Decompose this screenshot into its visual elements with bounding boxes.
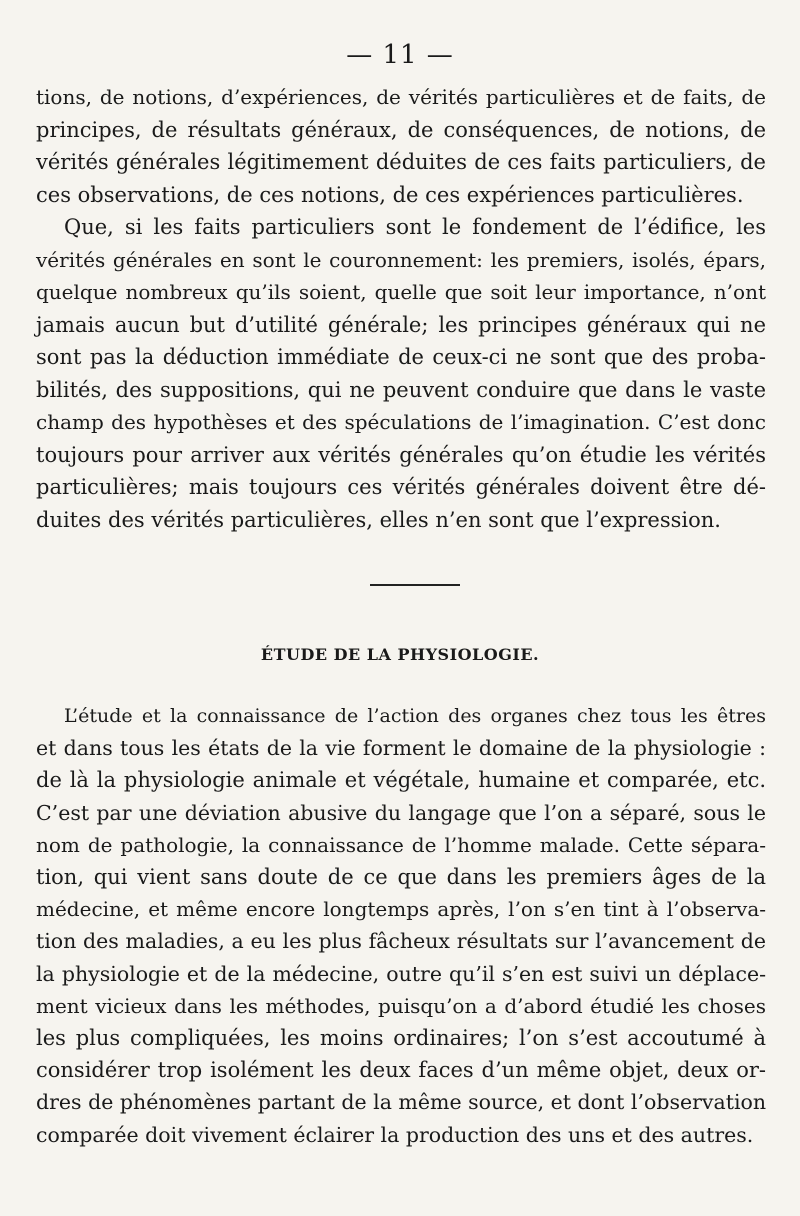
paragraph-continued [36,81,766,211]
text-line: duites des vérités particulières, elles n’en sont que l’expression. [36,507,721,532]
text-line: dres de phénomènes partant de la même source, et dont l’observation [36,1090,767,1115]
text-line: comparée doit vivement éclairer la production des uns et des autres. [36,1122,754,1147]
text-line: quelque nombreux qu’ils soient, quelle que soit leur importance, n’ont [36,280,766,304]
text-line: L’étude et la connaissance de l’action des organes chez tous les êtres [64,705,766,727]
section-divider [370,584,460,586]
text-line: champ des hypothèses et des spéculations de l’imagination. C’est donc [36,410,766,434]
text-line: de là la physiologie animale et végétale, humaine et comparée, etc. [36,768,766,793]
paragraph-general-truths [36,211,766,536]
text-line: ces observations, de ces notions, de ces expériences particulières. [36,182,744,207]
text-line: les plus compliquées, les moins ordinaires; l’on s’est accoutumé à [36,1026,766,1051]
text-line: nom de pathologie, la connaissance de l’homme malade. Cette sépara- [36,832,766,857]
text-line: considérer trop isolément les deux faces d’un même objet, deux or- [36,1058,766,1083]
text-line: vérités générales légitimement déduites de ces faits particuliers, de [36,150,766,174]
text-line: tion, qui vient sans doute de ce que dans les premiers âges de la [36,865,766,890]
text-line: Que, si les faits particuliers sont le fondement de l’édifice, les [64,215,766,239]
text-line: principes, de résultats généraux, de conséquences, de notions, de [36,117,766,142]
text-line: particulières; mais toujours ces vérités générales doivent être dé- [36,475,766,499]
section-heading: ÉTUDE DE LA PHYSIOLOGIE. [260,645,540,664]
text-line: ment vicieux dans les méthodes, puisqu’on a d’abord étudié les choses [36,993,766,1018]
paragraph-physiology [36,700,766,1151]
text-line: toujours pour arriver aux vérités générales qu’on étudie les vérités [36,442,766,467]
text-line: médecine, et même encore longtemps après, l’on s’en tint à l’observa- [36,897,766,922]
text-line: tion des maladies, a eu les plus fâcheux résultats sur l’avancement de [36,929,766,954]
text-line: tions, de notions, d’expériences, de vérités particulières et de faits, de [36,85,766,109]
text-line: vérités générales en sont le couronnement: les premiers, isolés, épars, [36,247,766,272]
text-line: C’est par une déviation abusive du langage que l’on a séparé, sous le [36,800,766,825]
text-line: sont pas la déduction immédiate de ceux-ci ne sont que des proba- [36,345,766,369]
text-line: jamais aucun but d’utilité générale; les principes généraux qui ne [36,312,766,337]
text-line: la physiologie et de la médecine, outre qu’il s’en est suivi un déplace- [36,961,766,986]
text-line: bilités, des suppositions, qui ne peuvent conduire que dans le vaste [36,377,766,402]
text-line: et dans tous les états de la vie forment le domaine de la physiologie : [36,736,766,761]
page-number: — 11 — [346,40,454,70]
